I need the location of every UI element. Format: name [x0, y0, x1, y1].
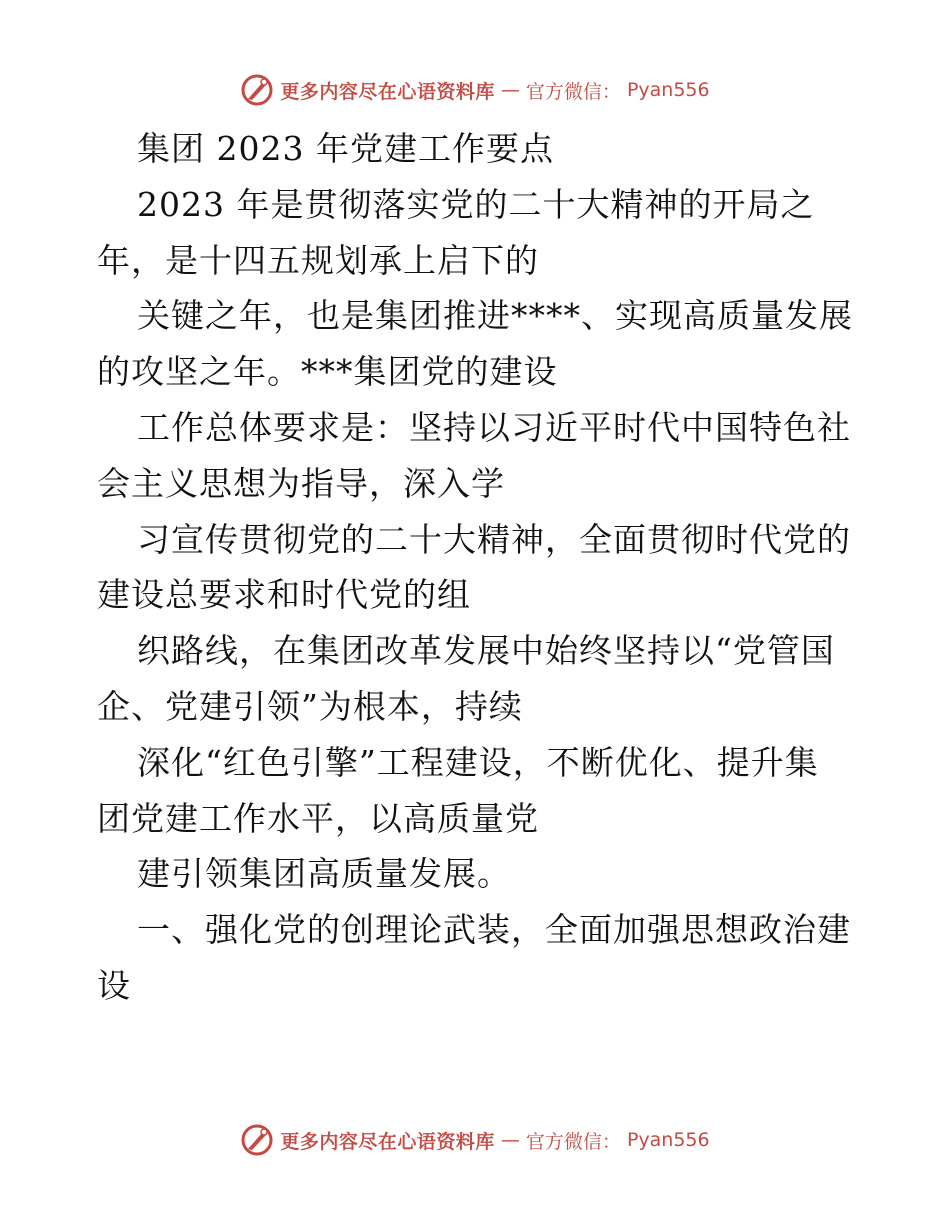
footer-watermark-banner	[0, 1120, 950, 1160]
banner-dash: —	[500, 1129, 520, 1151]
document-line: 建设总要求和时代党的组	[97, 575, 471, 615]
document-line: 的攻坚之年。***集团党的建设	[97, 352, 558, 392]
header-watermark-banner	[0, 70, 950, 110]
quill-pen-logo-icon	[240, 1123, 274, 1157]
banner-main-text: 更多内容尽在心语资料库	[280, 1130, 495, 1153]
banner-sub-text: 官方微信：	[525, 80, 621, 103]
banner-handle: Pyan556	[626, 1129, 710, 1151]
document-line: 团党建工作水平，以高质量党	[97, 798, 539, 838]
banner-sub-text: 官方微信：	[525, 1130, 621, 1153]
document-line: 企、党建引领”为根本，持续	[97, 686, 523, 726]
document-line: 年，是十四五规划承上启下的	[97, 240, 539, 280]
document-line: 会主义思想为指导，深入学	[97, 463, 505, 503]
banner-handle: Pyan556	[626, 79, 710, 101]
banner-dash: —	[500, 79, 520, 101]
document-body	[97, 121, 857, 1014]
document-line: 建引领集团高质量发展。	[137, 854, 511, 894]
document-line: 关键之年，也是集团推进****、实现高质量发展	[137, 296, 853, 336]
banner-main-text: 更多内容尽在心语资料库	[280, 80, 495, 103]
quill-pen-logo-icon	[240, 73, 274, 107]
document-line: 2023 年是贯彻落实党的二十大精神的开局之	[137, 184, 815, 224]
document-line: 设	[97, 965, 131, 1005]
document-line: 深化“红色引擎”工程建设，不断优化、提升集	[137, 742, 819, 782]
document-line: 工作总体要求是：坚持以习近平时代中国特色社	[137, 407, 851, 447]
document-line: 一、强化党的创理论武装，全面加强思想政治建	[137, 910, 851, 950]
document-line: 织路线，在集团改革发展中始终坚持以“党管国	[137, 631, 835, 671]
document-line: 习宣传贯彻党的二十大精神，全面贯彻时代党的	[137, 519, 851, 559]
document-line: 集团 2023 年党建工作要点	[137, 129, 554, 168]
